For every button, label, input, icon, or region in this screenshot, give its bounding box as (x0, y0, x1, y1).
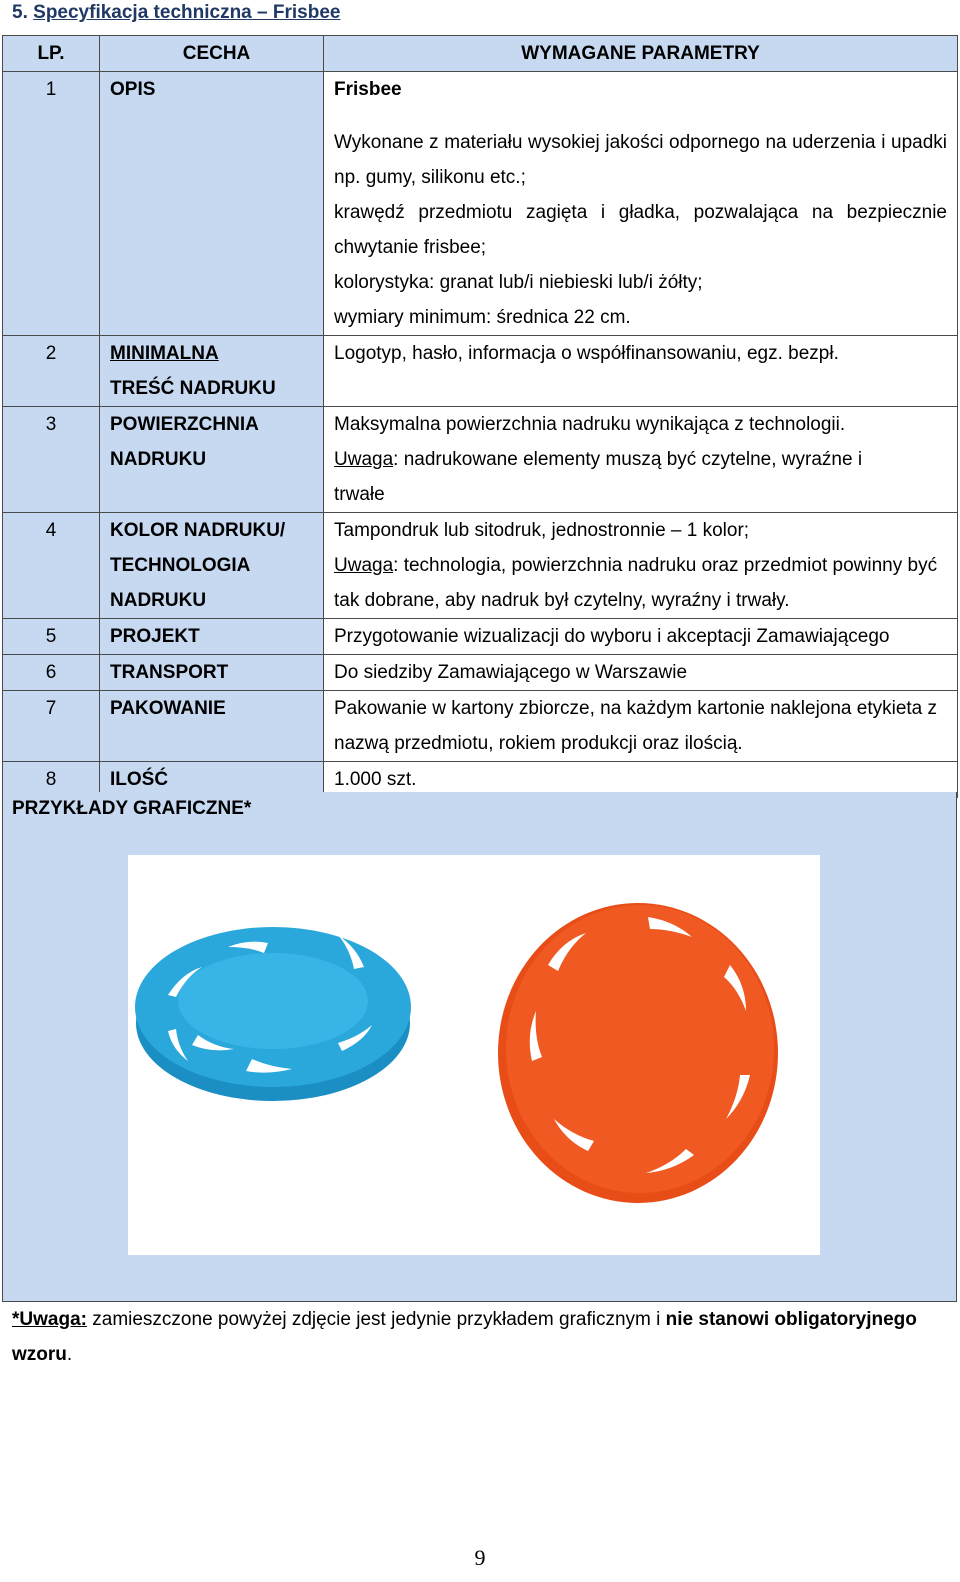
product-title: Frisbee (334, 79, 402, 100)
table-row (3, 691, 958, 762)
header-params: WYMAGANE PARAMETRY (324, 36, 958, 72)
footnote-text: zamieszczone powyżej zdjęcie jest jedynie przykładem graficznym i (86, 1309, 666, 1330)
table-header-row (3, 36, 958, 72)
row-feature: KOLOR NADRUKU/ TECHNOLOGIA NADRUKU (100, 513, 324, 619)
page-number: 9 (474, 1545, 486, 1570)
section-number: 5. (12, 2, 28, 23)
row-lp: 6 (3, 655, 100, 691)
examples-title: PRZYKŁADY GRAFICZNE* (12, 798, 252, 819)
table-row (3, 336, 958, 407)
note-label: Uwaga (334, 555, 394, 576)
note-text: : technologia, powierzchnia nadruku oraz przedmiot powinny być tak dobrane, aby nadruk był czytelny, wyraźny i trwały. (334, 555, 938, 611)
feature-line: MINIMALNA (110, 343, 219, 364)
spec-table (2, 35, 958, 798)
table-row (3, 655, 958, 691)
desc-line: Wykonane z materiału wysokiej jakości odpornego na uderzenia i upadki np. gumy, silikonu etc.; (334, 132, 947, 188)
row-lp: 1 (3, 72, 100, 336)
row-feature (100, 336, 324, 407)
row-value: 1.000 szt. (324, 762, 958, 798)
row-lp: 3 (3, 407, 100, 513)
row-value (324, 513, 958, 619)
row-value: Pakowanie w kartony zbiorcze, na każdym kartonie naklejona etykieta z nazwą przedmiotu, rokiem produkcji oraz ilością. (324, 691, 958, 762)
row-lp: 7 (3, 691, 100, 762)
row-lp: 2 (3, 336, 100, 407)
row-feature: ILOŚĆ (100, 762, 324, 798)
row-feature: PAKOWANIE (100, 691, 324, 762)
value-line: Tampondruk lub sitodruk, jednostronnie – 1 kolor; (334, 520, 750, 541)
table-row (3, 407, 958, 513)
row-feature: POWIERZCHNIA NADRUKU (100, 407, 324, 513)
blue-frisbee (135, 927, 411, 1101)
row-value: Przygotowanie wizualizacji do wyboru i akceptacji Zamawiającego (324, 619, 958, 655)
desc-line: wymiary minimum: średnica 22 cm. (334, 307, 631, 328)
section-title-link[interactable]: Specyfikacja techniczna – Frisbee (33, 2, 341, 23)
row-value: Logotyp, hasło, informacja o współfinansowaniu, egz. bezpł. (324, 336, 958, 407)
table-row (3, 619, 958, 655)
footnote (12, 1302, 932, 1372)
frisbee-photo (128, 855, 820, 1255)
section-heading (12, 2, 340, 24)
row-feature: OPIS (100, 72, 324, 336)
frisbee-illustration (128, 855, 820, 1255)
header-lp: LP. (3, 36, 100, 72)
note-text: : nadrukowane elementy muszą być czytelne, wyraźne i trwałe (334, 449, 863, 505)
row-value: Do siedziby Zamawiającego w Warszawie (324, 655, 958, 691)
footnote-bold: nie stanowi obligatoryjnego wzoru (12, 1309, 917, 1365)
value-line: Maksymalna powierzchnia nadruku wynikająca z technologii. (334, 414, 846, 435)
orange-frisbee (498, 903, 778, 1203)
row-value (324, 72, 958, 336)
footnote-end: . (66, 1344, 73, 1365)
row-lp: 5 (3, 619, 100, 655)
footnote-label: *Uwaga: (12, 1309, 87, 1330)
row-lp: 4 (3, 513, 100, 619)
desc-line: kolorystyka: granat lub/i niebieski lub/i żółty; (334, 272, 703, 293)
row-lp: 8 (3, 762, 100, 798)
row-feature: PROJEKT (100, 619, 324, 655)
table-row (3, 513, 958, 619)
table-row (3, 72, 958, 336)
row-feature: TRANSPORT (100, 655, 324, 691)
row-value (324, 407, 958, 513)
feature-line: TREŚĆ NADRUKU (110, 378, 276, 399)
desc-line: krawędź przedmiotu zagięta i gładka, pozwalająca na bezpiecznie chwytanie frisbee; (334, 202, 947, 258)
header-feature: CECHA (100, 36, 324, 72)
note-label: Uwaga (334, 449, 394, 470)
